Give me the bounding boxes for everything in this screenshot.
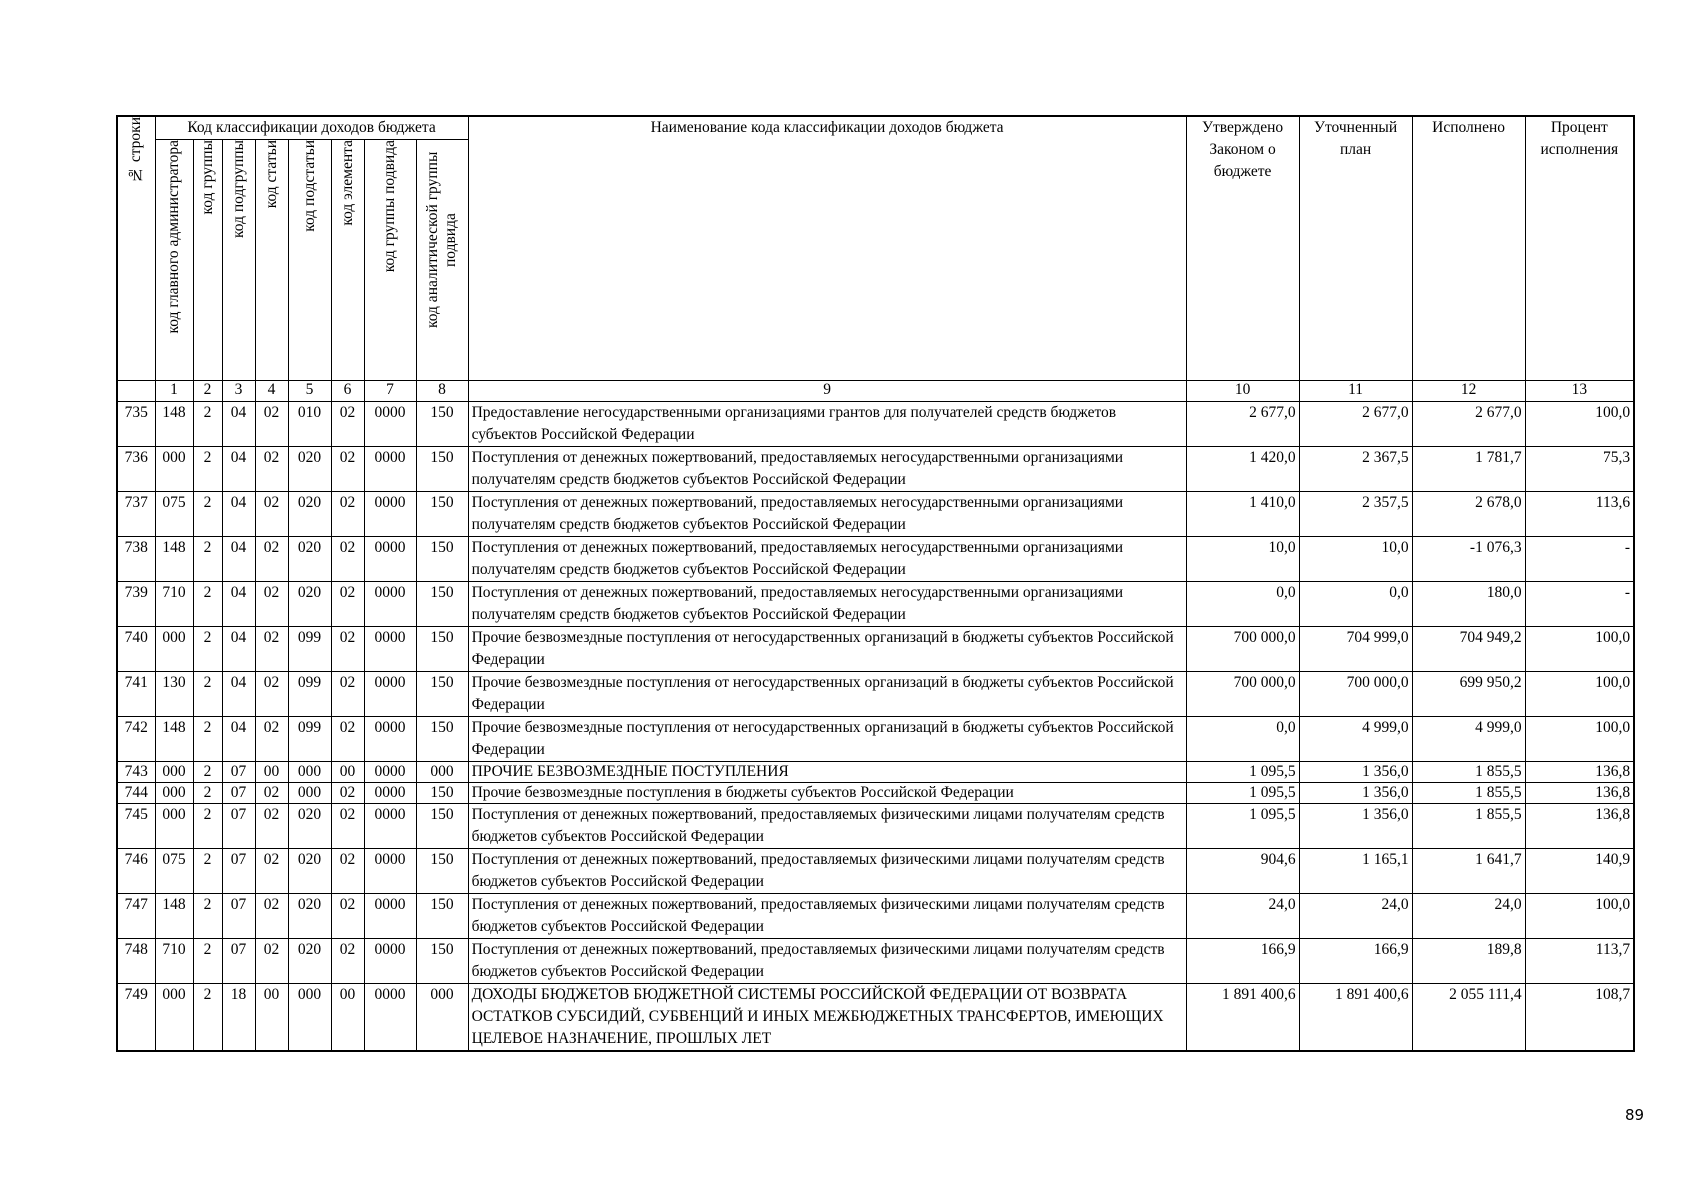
row-number-cell: 739 [117, 582, 155, 627]
code-cell: 000 [416, 984, 468, 1052]
code-cell: 2 [193, 939, 222, 984]
column-number: 1 [155, 381, 193, 402]
column-number: 4 [255, 381, 288, 402]
code-cell: 0000 [364, 804, 416, 849]
code-cell: 2 [193, 783, 222, 804]
percent-cell: 140,9 [1525, 849, 1634, 894]
code-cell: 04 [222, 492, 255, 537]
code-cell: 000 [288, 984, 331, 1052]
percent-cell: 136,8 [1525, 804, 1634, 849]
refined-plan-cell: 2 677,0 [1299, 402, 1412, 447]
code-col-header: код подстатьи [288, 140, 331, 381]
code-col-header: код статьи [255, 140, 288, 381]
column-number: 3 [222, 381, 255, 402]
approved-cell: 700 000,0 [1186, 627, 1299, 672]
refined-plan-cell: 4 999,0 [1299, 717, 1412, 762]
code-col-header: код группы подвида [364, 140, 416, 381]
refined-plan-column-header: Уточненный план [1299, 116, 1412, 381]
code-cell: 150 [416, 492, 468, 537]
code-cell: 2 [193, 582, 222, 627]
code-cell: 0000 [364, 492, 416, 537]
table-row [117, 783, 1634, 804]
name-cell: ПРОЧИЕ БЕЗВОЗМЕЗДНЫЕ ПОСТУПЛЕНИЯ [468, 762, 1186, 783]
name-cell: Поступления от денежных пожертвований, предоставляемых физическими лицами получателям средств бюджетов субъектов Российской Федерации [468, 894, 1186, 939]
percent-cell: - [1525, 537, 1634, 582]
code-cell: 07 [222, 849, 255, 894]
code-cell: 000 [288, 762, 331, 783]
column-number: 7 [364, 381, 416, 402]
code-cell: 04 [222, 582, 255, 627]
name-cell: ДОХОДЫ БЮДЖЕТОВ БЮДЖЕТНОЙ СИСТЕМЫ РОССИЙСКОЙ ФЕДЕРАЦИИ ОТ ВОЗВРАТА ОСТАТКОВ СУБСИДИЙ, СУБВЕНЦИЙ И ИНЫХ МЕЖБЮДЖЕТНЫХ ТРАНСФЕРТОВ, ИМЕЮЩИХ ЦЕЛЕВОЕ НАЗНАЧЕНИЕ, ПРОШЛЫХ ЛЕТ [468, 984, 1186, 1052]
code-cell: 2 [193, 804, 222, 849]
code-cell: 2 [193, 627, 222, 672]
approved-cell: 0,0 [1186, 717, 1299, 762]
code-cell: 150 [416, 849, 468, 894]
code-col-header: код элемента [331, 140, 364, 381]
code-cell: 020 [288, 849, 331, 894]
code-cell: 07 [222, 804, 255, 849]
refined-plan-cell: 0,0 [1299, 582, 1412, 627]
code-cell: 020 [288, 939, 331, 984]
name-cell: Поступления от денежных пожертвований, предоставляемых негосударственными организациями получателям средств бюджетов субъектов Российской Федерации [468, 492, 1186, 537]
code-cell: 07 [222, 762, 255, 783]
column-number-row [117, 381, 1634, 402]
executed-cell: 704 949,2 [1412, 627, 1525, 672]
code-cell: 04 [222, 672, 255, 717]
percent-cell: 100,0 [1525, 402, 1634, 447]
code-cell: 0000 [364, 402, 416, 447]
code-cell: 00 [331, 762, 364, 783]
code-cell: 0000 [364, 894, 416, 939]
approved-cell: 24,0 [1186, 894, 1299, 939]
row-number-cell: 742 [117, 717, 155, 762]
code-cell: 150 [416, 783, 468, 804]
code-cell: 0000 [364, 717, 416, 762]
row-number-cell: 749 [117, 984, 155, 1052]
approved-cell: 0,0 [1186, 582, 1299, 627]
percent-cell: 136,8 [1525, 762, 1634, 783]
code-cell: 099 [288, 627, 331, 672]
code-col-header: код подгруппы [222, 140, 255, 381]
code-cell: 150 [416, 402, 468, 447]
code-cell: 150 [416, 672, 468, 717]
code-cell: 075 [155, 849, 193, 894]
code-cell: 02 [255, 537, 288, 582]
code-cell: 02 [331, 939, 364, 984]
code-cell: 02 [331, 447, 364, 492]
table-row [117, 762, 1634, 783]
executed-cell: 2 677,0 [1412, 402, 1525, 447]
code-cell: 0000 [364, 984, 416, 1052]
name-cell: Прочие безвозмездные поступления в бюджеты субъектов Российской Федерации [468, 783, 1186, 804]
executed-column-header: Исполнено [1412, 116, 1525, 381]
refined-plan-cell: 700 000,0 [1299, 672, 1412, 717]
executed-cell: 2 055 111,4 [1412, 984, 1525, 1052]
row-number-cell: 747 [117, 894, 155, 939]
code-cell: 02 [331, 627, 364, 672]
code-col-header: код группы [193, 140, 222, 381]
code-cell: 148 [155, 717, 193, 762]
refined-plan-cell: 2 367,5 [1299, 447, 1412, 492]
code-cell: 02 [255, 783, 288, 804]
column-number: 11 [1299, 381, 1412, 402]
row-number-cell: 741 [117, 672, 155, 717]
column-number [117, 381, 155, 402]
code-cell: 0000 [364, 447, 416, 492]
column-number: 5 [288, 381, 331, 402]
code-cell: 020 [288, 447, 331, 492]
executed-cell: 2 678,0 [1412, 492, 1525, 537]
refined-plan-cell: 166,9 [1299, 939, 1412, 984]
percent-cell: 100,0 [1525, 627, 1634, 672]
code-cell: 010 [288, 402, 331, 447]
name-cell: Предоставление негосударственными организациями грантов для получателей средств бюджетов субъектов Российской Федерации [468, 402, 1186, 447]
code-cell: 02 [331, 492, 364, 537]
percent-cell: 75,3 [1525, 447, 1634, 492]
code-cell: 000 [155, 447, 193, 492]
table-row [117, 582, 1634, 627]
code-cell: 02 [255, 402, 288, 447]
code-cell: 000 [155, 804, 193, 849]
approved-column-header: Утверждено Законом о бюджете [1186, 116, 1299, 381]
approved-cell: 1 891 400,6 [1186, 984, 1299, 1052]
code-cell: 148 [155, 537, 193, 582]
code-cell: 02 [255, 672, 288, 717]
approved-cell: 1 420,0 [1186, 447, 1299, 492]
name-cell: Поступления от денежных пожертвований, предоставляемых физическими лицами получателям средств бюджетов субъектов Российской Федерации [468, 804, 1186, 849]
name-cell: Прочие безвозмездные поступления от негосударственных организаций в бюджеты субъектов Российской Федерации [468, 717, 1186, 762]
code-cell: 04 [222, 627, 255, 672]
row-number-cell: 745 [117, 804, 155, 849]
refined-plan-cell: 1 356,0 [1299, 804, 1412, 849]
row-number-cell: 746 [117, 849, 155, 894]
refined-plan-cell: 1 356,0 [1299, 762, 1412, 783]
code-cell: 02 [331, 849, 364, 894]
percent-cell: 100,0 [1525, 672, 1634, 717]
table-row [117, 894, 1634, 939]
approved-cell: 1 095,5 [1186, 762, 1299, 783]
code-cell: 04 [222, 717, 255, 762]
column-number: 8 [416, 381, 468, 402]
row-number-cell: 738 [117, 537, 155, 582]
code-cell: 150 [416, 447, 468, 492]
code-cell: 2 [193, 849, 222, 894]
code-cell: 0000 [364, 939, 416, 984]
name-cell: Поступления от денежных пожертвований, предоставляемых негосударственными организациями получателям средств бюджетов субъектов Российской Федерации [468, 447, 1186, 492]
table-row [117, 804, 1634, 849]
executed-cell: 1 781,7 [1412, 447, 1525, 492]
approved-cell: 1 095,5 [1186, 804, 1299, 849]
code-cell: 02 [331, 582, 364, 627]
column-number: 2 [193, 381, 222, 402]
code-cell: 130 [155, 672, 193, 717]
refined-plan-cell: 10,0 [1299, 537, 1412, 582]
approved-cell: 1 095,5 [1186, 783, 1299, 804]
column-number: 12 [1412, 381, 1525, 402]
code-cell: 150 [416, 537, 468, 582]
code-cell: 2 [193, 492, 222, 537]
executed-cell: 1 641,7 [1412, 849, 1525, 894]
table-row [117, 984, 1634, 1052]
executed-cell: 4 999,0 [1412, 717, 1525, 762]
code-cell: 2 [193, 762, 222, 783]
column-number: 6 [331, 381, 364, 402]
code-cell: 02 [255, 804, 288, 849]
code-cell: 000 [155, 627, 193, 672]
table-row [117, 849, 1634, 894]
row-number-cell: 736 [117, 447, 155, 492]
code-cell: 02 [255, 717, 288, 762]
code-cell: 150 [416, 939, 468, 984]
code-cell: 02 [255, 447, 288, 492]
code-cell: 150 [416, 894, 468, 939]
percent-cell: 100,0 [1525, 717, 1634, 762]
percent-cell: 100,0 [1525, 894, 1634, 939]
code-cell: 148 [155, 402, 193, 447]
code-cell: 02 [255, 939, 288, 984]
code-cell: 00 [331, 984, 364, 1052]
column-number: 10 [1186, 381, 1299, 402]
code-cell: 099 [288, 672, 331, 717]
row-number-cell: 737 [117, 492, 155, 537]
code-cell: 2 [193, 672, 222, 717]
name-cell: Поступления от денежных пожертвований, предоставляемых физическими лицами получателям средств бюджетов субъектов Российской Федерации [468, 939, 1186, 984]
budget-revenue-table [116, 115, 1635, 1052]
code-cell: 2 [193, 894, 222, 939]
name-cell: Поступления от денежных пожертвований, предоставляемых негосударственными организациями получателям средств бюджетов субъектов Российской Федерации [468, 582, 1186, 627]
executed-cell: 699 950,2 [1412, 672, 1525, 717]
approved-cell: 1 410,0 [1186, 492, 1299, 537]
name-cell: Поступления от денежных пожертвований, предоставляемых негосударственными организациями получателям средств бюджетов субъектов Российской Федерации [468, 537, 1186, 582]
code-cell: 00 [255, 762, 288, 783]
refined-plan-cell: 24,0 [1299, 894, 1412, 939]
table-row [117, 627, 1634, 672]
code-cell: 020 [288, 894, 331, 939]
executed-cell: 24,0 [1412, 894, 1525, 939]
executed-cell: -1 076,3 [1412, 537, 1525, 582]
code-cell: 020 [288, 492, 331, 537]
code-cell: 000 [155, 783, 193, 804]
code-cell: 02 [255, 849, 288, 894]
code-cell: 02 [331, 672, 364, 717]
percent-cell: 113,7 [1525, 939, 1634, 984]
column-number: 13 [1525, 381, 1634, 402]
code-cell: 000 [155, 762, 193, 783]
code-cell: 2 [193, 984, 222, 1052]
code-cell: 710 [155, 939, 193, 984]
refined-plan-cell: 1 891 400,6 [1299, 984, 1412, 1052]
name-cell: Прочие безвозмездные поступления от негосударственных организаций в бюджеты субъектов Российской Федерации [468, 627, 1186, 672]
table-row [117, 492, 1634, 537]
code-cell: 07 [222, 894, 255, 939]
code-cell: 02 [255, 894, 288, 939]
code-cell: 000 [416, 762, 468, 783]
code-cell: 2 [193, 447, 222, 492]
row-number-cell: 740 [117, 627, 155, 672]
refined-plan-cell: 1 356,0 [1299, 783, 1412, 804]
row-number-cell: 743 [117, 762, 155, 783]
code-cell: 02 [331, 783, 364, 804]
row-number-cell: 748 [117, 939, 155, 984]
code-cell: 0000 [364, 849, 416, 894]
name-cell: Прочие безвозмездные поступления от негосударственных организаций в бюджеты субъектов Российской Федерации [468, 672, 1186, 717]
executed-cell: 1 855,5 [1412, 783, 1525, 804]
code-cell: 2 [193, 537, 222, 582]
row-number-cell: 735 [117, 402, 155, 447]
code-cell: 020 [288, 537, 331, 582]
code-cell: 0000 [364, 762, 416, 783]
code-col-header: код главного администратора [155, 140, 193, 381]
executed-cell: 180,0 [1412, 582, 1525, 627]
code-col-header: код аналитической группы подвида [416, 140, 468, 381]
code-cell: 02 [331, 402, 364, 447]
code-cell: 00 [255, 984, 288, 1052]
approved-cell: 700 000,0 [1186, 672, 1299, 717]
name-cell: Поступления от денежных пожертвований, предоставляемых физическими лицами получателям средств бюджетов субъектов Российской Федерации [468, 849, 1186, 894]
executed-cell: 189,8 [1412, 939, 1525, 984]
table-row [117, 402, 1634, 447]
code-cell: 020 [288, 804, 331, 849]
classification-group-header: Код классификации доходов бюджета [155, 116, 468, 140]
executed-cell: 1 855,5 [1412, 804, 1525, 849]
row-number-cell: 744 [117, 783, 155, 804]
code-cell: 04 [222, 402, 255, 447]
code-cell: 710 [155, 582, 193, 627]
refined-plan-cell: 1 165,1 [1299, 849, 1412, 894]
refined-plan-cell: 2 357,5 [1299, 492, 1412, 537]
code-cell: 02 [255, 627, 288, 672]
approved-cell: 904,6 [1186, 849, 1299, 894]
code-cell: 02 [331, 537, 364, 582]
table-row [117, 939, 1634, 984]
code-cell: 0000 [364, 537, 416, 582]
code-cell: 075 [155, 492, 193, 537]
code-cell: 07 [222, 939, 255, 984]
code-cell: 020 [288, 582, 331, 627]
code-cell: 02 [255, 582, 288, 627]
code-cell: 18 [222, 984, 255, 1052]
row-number-header: № строки [117, 116, 155, 381]
code-cell: 0000 [364, 672, 416, 717]
code-cell: 150 [416, 582, 468, 627]
code-cell: 04 [222, 537, 255, 582]
percent-cell: - [1525, 582, 1634, 627]
code-cell: 0000 [364, 627, 416, 672]
approved-cell: 10,0 [1186, 537, 1299, 582]
column-number: 9 [468, 381, 1186, 402]
percent-cell: 113,6 [1525, 492, 1634, 537]
executed-cell: 1 855,5 [1412, 762, 1525, 783]
code-cell: 099 [288, 717, 331, 762]
code-cell: 02 [331, 717, 364, 762]
table-row [117, 537, 1634, 582]
code-cell: 150 [416, 627, 468, 672]
code-cell: 07 [222, 783, 255, 804]
code-cell: 02 [255, 492, 288, 537]
code-cell: 02 [331, 894, 364, 939]
table-row [117, 447, 1634, 492]
code-cell: 04 [222, 447, 255, 492]
table-row [117, 672, 1634, 717]
percent-column-header: Процент исполнения [1525, 116, 1634, 381]
approved-cell: 2 677,0 [1186, 402, 1299, 447]
table-row [117, 717, 1634, 762]
name-column-header: Наименование кода классификации доходов бюджета [468, 116, 1186, 381]
code-cell: 2 [193, 402, 222, 447]
code-cell: 150 [416, 717, 468, 762]
code-cell: 0000 [364, 582, 416, 627]
refined-plan-cell: 704 999,0 [1299, 627, 1412, 672]
code-cell: 02 [331, 804, 364, 849]
percent-cell: 108,7 [1525, 984, 1634, 1052]
code-cell: 000 [155, 984, 193, 1052]
code-cell: 148 [155, 894, 193, 939]
code-cell: 0000 [364, 783, 416, 804]
code-cell: 2 [193, 717, 222, 762]
approved-cell: 166,9 [1186, 939, 1299, 984]
code-cell: 150 [416, 804, 468, 849]
percent-cell: 136,8 [1525, 783, 1634, 804]
code-cell: 000 [288, 783, 331, 804]
page-number: 89 [1625, 1106, 1645, 1124]
